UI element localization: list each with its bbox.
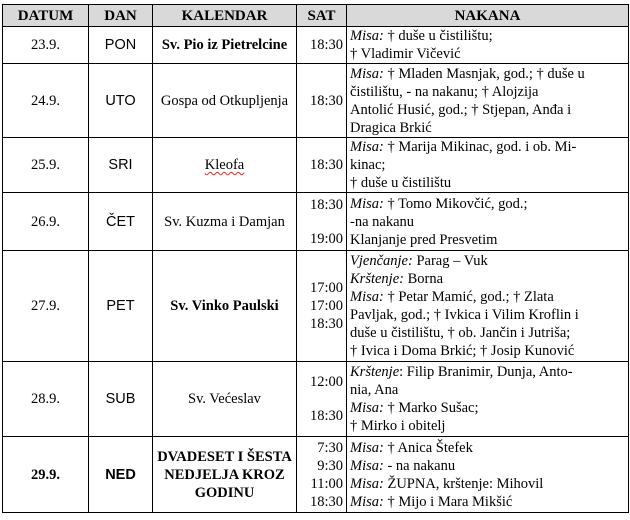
intention-text: kinac; <box>350 157 386 173</box>
calendar-cell: Sv. Kuzma i Damjan <box>153 193 297 251</box>
date-cell: 23.9. <box>3 27 89 64</box>
intention-line <box>350 252 625 270</box>
intention-text: : Filip Branimir, Dunja, Anto- <box>399 364 573 380</box>
intention-text: -na nakanu <box>350 213 415 230</box>
calendar-cell: Sv. Pio iz Pietrelcine <box>153 27 297 64</box>
intention-line <box>350 156 625 174</box>
intention-line <box>350 417 625 435</box>
header-datum: DATUM <box>3 5 89 27</box>
time-value: 11:00 <box>310 475 343 492</box>
intention-text: Pavljak, god.; † Ivkica i Vilim Kroflin i <box>350 307 579 323</box>
time-value: 18:30 <box>309 157 343 173</box>
intention-cell <box>347 138 629 193</box>
intention-cell <box>347 437 629 513</box>
intention-text: - na nakanu <box>383 457 456 474</box>
time-value: 17:00 <box>309 298 343 314</box>
calendar-cell <box>153 138 297 193</box>
time-value: 9:30 <box>317 457 343 474</box>
intention-text: † Vladimir Vičević <box>350 46 461 62</box>
intention-label: Misa: <box>350 139 384 155</box>
intention-line <box>350 83 625 101</box>
intention-label: Krštenje <box>350 364 400 380</box>
intention-label: Misa: <box>350 457 384 474</box>
intention-line <box>350 101 625 119</box>
intention-line <box>350 119 625 137</box>
intention-label: Misa: <box>350 400 384 416</box>
intention-line <box>350 493 625 511</box>
intention-line <box>350 213 625 231</box>
header-kalendar: KALENDAR <box>153 5 297 27</box>
calendar-name: Kleofa <box>204 157 245 173</box>
intention-text: ŽUPNA, krštenje: Mihovil <box>383 475 544 492</box>
intention-line <box>350 27 625 45</box>
intention-label: Misa: <box>350 65 384 82</box>
header-row <box>3 5 629 27</box>
table-row <box>3 437 629 513</box>
intention-line <box>350 65 625 83</box>
date-cell: 29.9. <box>3 437 89 513</box>
time-spacer <box>300 214 343 230</box>
time-cell <box>297 64 347 138</box>
intention-text: † Marko Sušac; <box>383 400 479 416</box>
time-spacer <box>300 391 343 407</box>
intention-line <box>350 399 625 417</box>
time-cell <box>297 362 347 437</box>
intention-text: † Petar Mamić, god.; † Zlata <box>383 289 554 305</box>
intention-text: Antolić Husić, god.; † Stjepan, Anđa i <box>350 101 572 118</box>
intention-text: † duše u čistilištu; <box>383 28 493 44</box>
time-value: 12:00 <box>309 374 343 390</box>
intention-cell <box>347 27 629 64</box>
intention-text: čistilištu, - na nakanu; † Alojzija <box>350 83 539 100</box>
table-row <box>3 362 629 437</box>
intention-label: Misa: <box>350 28 384 44</box>
time-value: 19:00 <box>309 230 343 247</box>
table-row <box>3 138 629 193</box>
header-sat: SAT <box>297 5 347 27</box>
intention-label: Misa: <box>350 493 384 510</box>
intention-text: † Marija Mikinac, god. i ob. Mi- <box>383 139 577 155</box>
intention-text: † Anica Štefek <box>383 439 473 456</box>
intention-text: duše u čistilištu, † ob. Jančin i Jutriša; <box>350 325 571 341</box>
day-cell: PET <box>89 251 153 362</box>
table-row <box>3 251 629 362</box>
schedule-table <box>2 4 629 513</box>
date-cell: 25.9. <box>3 138 89 193</box>
day-cell: NED <box>89 437 153 513</box>
time-value: 18:30 <box>309 92 343 109</box>
intention-line <box>350 475 625 493</box>
intention-text: Dragica Brkić <box>350 119 432 136</box>
day-cell: SRI <box>89 138 153 193</box>
intention-line <box>350 457 625 475</box>
time-value: 18:30 <box>309 37 343 53</box>
table-row <box>3 64 629 138</box>
intention-line <box>350 306 625 324</box>
intention-text: nia, Ana <box>350 382 399 398</box>
intention-line <box>350 195 625 213</box>
calendar-cell: Sv. Većeslav <box>153 362 297 437</box>
intention-label: Krštenje: <box>350 271 404 287</box>
intention-label: Misa: <box>350 439 384 456</box>
intention-line <box>350 174 625 192</box>
header-dan: DAN <box>89 5 153 27</box>
time-value: 18:30 <box>309 316 343 332</box>
date-cell: 28.9. <box>3 362 89 437</box>
time-cell <box>297 27 347 64</box>
intention-line <box>350 45 625 63</box>
day-cell: PON <box>89 27 153 64</box>
intention-text: † duše u čistilištu <box>350 175 452 191</box>
intention-label: Vjenčanje: <box>350 253 413 269</box>
intention-text: † Ivica i Doma Brkić; † Josip Kunović <box>350 343 575 359</box>
time-value: 18:30 <box>309 408 343 424</box>
intention-text: † Mijo i Mara Mikšić <box>383 493 513 510</box>
day-cell: UTO <box>89 64 153 138</box>
intention-text: Parag – Vuk <box>412 253 488 269</box>
intention-cell <box>347 362 629 437</box>
intention-text: † Tomo Mikovčić, god.; <box>383 195 528 212</box>
time-cell <box>297 138 347 193</box>
intention-text: Borna <box>403 271 444 287</box>
table-row <box>3 27 629 64</box>
intention-line <box>350 270 625 288</box>
intention-cell <box>347 251 629 362</box>
intention-cell <box>347 193 629 251</box>
intention-line <box>350 288 625 306</box>
intention-label: Misa: <box>350 195 384 212</box>
time-cell <box>297 437 347 513</box>
table-row <box>3 193 629 251</box>
intention-label: Misa: <box>350 475 384 492</box>
intention-text: † Mladen Masnjak, god.; † duše u <box>383 65 585 82</box>
day-cell: ČET <box>89 193 153 251</box>
date-cell: 27.9. <box>3 251 89 362</box>
intention-text: Klanjanje pred Presvetim <box>350 231 498 248</box>
time-cell <box>297 193 347 251</box>
intention-line <box>350 138 625 156</box>
date-cell: 26.9. <box>3 193 89 251</box>
intention-text: † Mirko i obitelj <box>350 418 446 434</box>
intention-line <box>350 324 625 342</box>
intention-line <box>350 342 625 360</box>
calendar-cell: DVADESET I ŠESTA NEDJELJA KROZ GODINU <box>153 437 297 513</box>
date-cell: 24.9. <box>3 64 89 138</box>
time-value: 18:30 <box>309 196 343 213</box>
time-value: 7:30 <box>317 439 343 456</box>
intention-line <box>350 439 625 457</box>
header-nakana: NAKANA <box>347 5 629 27</box>
calendar-cell: Sv. Vinko Paulski <box>153 251 297 362</box>
intention-line <box>350 231 625 249</box>
day-cell: SUB <box>89 362 153 437</box>
intention-line <box>350 381 625 399</box>
time-value: 18:30 <box>309 493 343 510</box>
time-cell <box>297 251 347 362</box>
intention-label: Misa: <box>350 289 384 305</box>
intention-cell <box>347 64 629 138</box>
intention-line <box>350 363 625 381</box>
time-value: 17:00 <box>309 280 343 296</box>
calendar-cell: Gospa od Otkupljenja <box>153 64 297 138</box>
